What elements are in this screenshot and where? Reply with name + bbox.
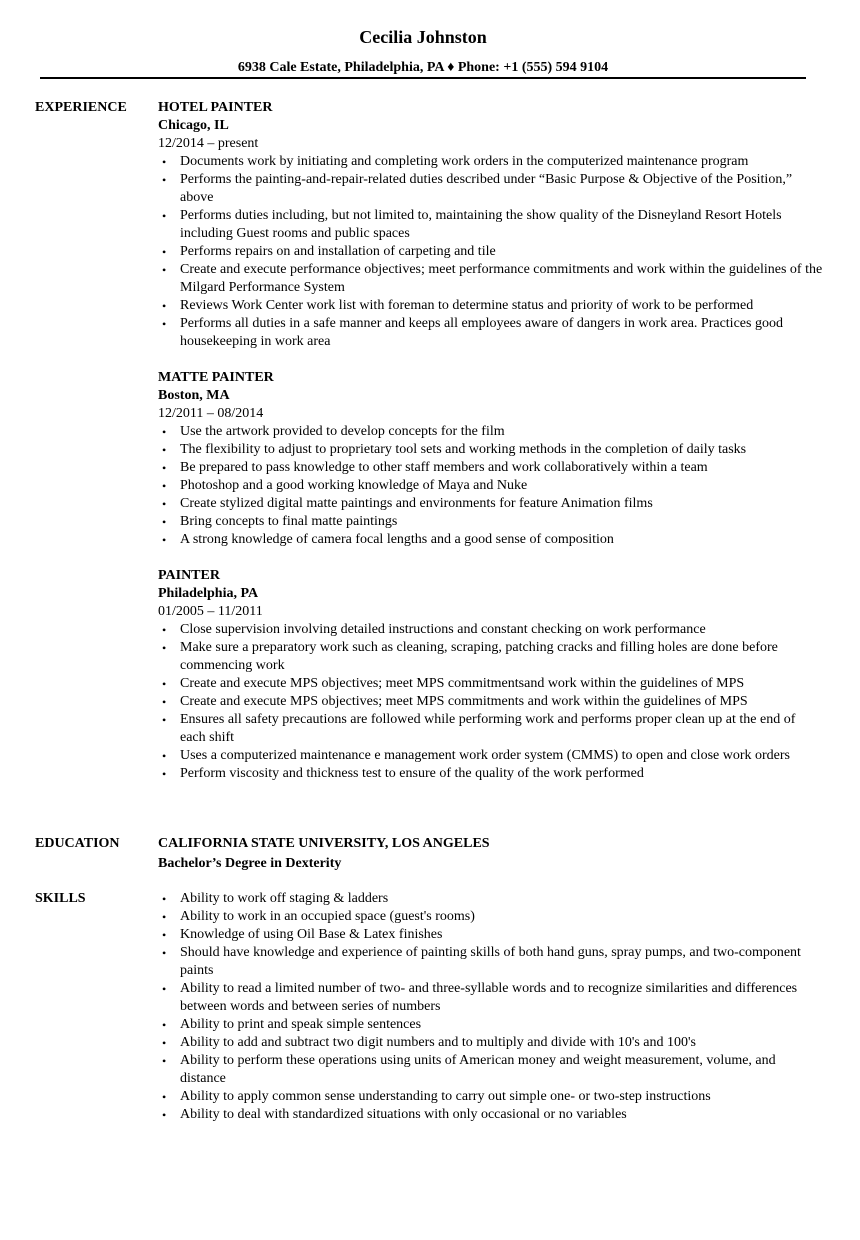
bullet-item [158,747,823,765]
job-entry [158,99,823,351]
bullet-text: Create and execute performance objectives; meet performance commitments and work within the guidelines of the Milgard Performance System [180,262,823,295]
bullet-text: Documents work by initiating and completing work orders in the computerized maintenance program [180,154,749,169]
bullet-text: Photoshop and a good working knowledge of Maya and Nuke [180,478,528,493]
job-dates: 12/2011 – 08/2014 [158,406,264,421]
bullet-icon: • [162,1108,167,1122]
bullet-item [158,153,823,171]
bullet-item [158,765,823,783]
bullet-icon: • [162,317,167,331]
bullet-icon: • [162,641,167,655]
job-title: MATTE PAINTER [158,370,274,385]
bullet-item [158,297,823,315]
skills-entry [158,890,823,1124]
contact-line: 6938 Cale Estate, Philadelphia, PA ♦ Phone: +1 (555) 594 9104 [237,60,609,75]
bullet-icon: • [162,1090,167,1104]
bullet-text: Create stylized digital matte paintings and environments for feature Animation films [180,496,653,511]
job-entry [158,369,823,549]
education-entry [158,835,823,873]
bullet-icon: • [162,713,167,727]
bullet-icon: • [162,515,167,529]
bullet-icon: • [162,533,167,547]
bullet-item [158,890,823,908]
bullet-icon: • [162,461,167,475]
candidate-name: Cecilia Johnston [359,27,487,47]
bullet-icon: • [162,245,167,259]
bullet-text: Be prepared to pass knowledge to other staff members and work collaboratively within a team [180,460,708,475]
bullet-icon: • [162,1018,167,1032]
bullet-text: Performs the painting-and-repair-related duties described under “Basic Purpose & Objective of the Position,” above [180,172,793,205]
bullet-item [158,513,823,531]
job-dates: 01/2005 – 11/2011 [158,604,263,619]
bullet-text: Reviews Work Center work list with foreman to determine status and priority of work to be performed [180,298,754,313]
bullet-item [158,477,823,495]
bullet-icon: • [162,263,167,277]
bullet-icon: • [162,1054,167,1068]
skills-list [158,890,823,1124]
bullet-item [158,693,823,711]
bullet-text: Ability to work in an occupied space (guest's rooms) [180,909,475,924]
bullet-item [158,1034,823,1052]
bullet-text: Should have knowledge and experience of painting skills of both hand guns, spray pumps, and two-component paints [180,945,801,978]
bullet-item [158,944,823,980]
bullet-item [158,1106,823,1124]
bullet-icon: • [162,749,167,763]
job-duties-list [158,423,823,549]
job-dates: 12/2014 – present [158,136,259,151]
bullet-text: Ability to read a limited number of two- and three-syllable words and to recognize similarities and differences between words and between series of numbers [180,981,798,1014]
bullet-item [158,423,823,441]
bullet-item [158,1016,823,1034]
bullet-text: Ability to deal with standardized situations with only occasional or no variables [180,1107,627,1122]
bullet-text: The flexibility to adjust to proprietary tool sets and working methods in the completion of daily tasks [180,442,747,457]
bullet-item [158,908,823,926]
bullet-item [158,621,823,639]
bullet-icon: • [162,425,167,439]
bullet-icon: • [162,299,167,313]
bullet-item [158,1088,823,1106]
bullet-icon: • [162,209,167,223]
bullet-icon: • [162,928,167,942]
bullet-icon: • [162,695,167,709]
experience-list [158,99,823,801]
bullet-icon: • [162,497,167,511]
bullet-text: Performs all duties in a safe manner and keeps all employees aware of dangers in work area. Practices good housekeeping in work area [180,316,783,349]
bullet-icon: • [162,173,167,187]
bullet-text: Bring concepts to final matte paintings [180,514,398,529]
job-duties-list [158,153,823,351]
bullet-text: Uses a computerized maintenance e management work order system (CMMS) to open and close work orders [180,748,790,763]
bullet-item [158,459,823,477]
bullet-icon: • [162,767,167,781]
bullet-item [158,980,823,1016]
job-location: Philadelphia, PA [158,586,259,601]
bullet-item [158,261,823,297]
bullet-text: Perform viscosity and thickness test to ensure of the quality of the work performed [180,766,644,781]
bullet-text: Ensures all safety precautions are followed while performing work and performs proper clean up at the end of each shift [180,712,796,745]
bullet-text: Performs repairs on and installation of carpeting and tile [180,244,496,259]
job-title: HOTEL PAINTER [158,100,273,115]
bullet-item [158,207,823,243]
bullet-text: Ability to work off staging & ladders [180,891,389,906]
bullet-text: Ability to print and speak simple sentences [180,1017,422,1032]
section-label-skills: SKILLS [35,891,86,906]
bullet-item [158,675,823,693]
bullet-item [158,441,823,459]
job-duties-list [158,621,823,783]
job-entry [158,567,823,783]
bullet-text: Make sure a preparatory work such as cleaning, scraping, patching cracks and filling holes are done before commencing work [180,640,778,673]
bullet-icon: • [162,982,167,996]
bullet-item [158,495,823,513]
bullet-text: Performs duties including, but not limited to, maintaining the show quality of the Disneyland Resort Hotels including Guest rooms and public spaces [180,208,782,241]
bullet-item [158,639,823,675]
bullet-item [158,243,823,261]
bullet-icon: • [162,479,167,493]
bullet-text: Use the artwork provided to develop concepts for the film [180,424,505,439]
bullet-icon: • [162,910,167,924]
bullet-text: Create and execute MPS objectives; meet MPS commitmentsand work within the guidelines of MPS [180,676,745,691]
bullet-icon: • [162,892,167,906]
bullet-text: Knowledge of using Oil Base & Latex finishes [180,927,443,942]
job-title: PAINTER [158,568,220,583]
degree-name: Bachelor’s Degree in Dexterity [158,856,342,871]
bullet-item [158,711,823,747]
job-location: Boston, MA [158,388,230,403]
section-label-education: EDUCATION [35,836,120,851]
bullet-item [158,315,823,351]
bullet-item [158,171,823,207]
bullet-icon: • [162,443,167,457]
bullet-icon: • [162,155,167,169]
bullet-text: A strong knowledge of camera focal lengths and a good sense of composition [180,532,614,547]
bullet-text: Ability to add and subtract two digit numbers and to multiply and divide with 10's and 100's [180,1035,696,1050]
bullet-text: Ability to perform these operations using units of American money and weight measurement, volume, and distance [180,1053,776,1086]
bullet-icon: • [162,623,167,637]
bullet-text: Close supervision involving detailed instructions and constant checking on work performance [180,622,706,637]
header-divider [40,77,806,79]
bullet-text: Ability to apply common sense understanding to carry out simple one- or two-step instructions [180,1089,711,1104]
section-label-experience: EXPERIENCE [35,100,127,115]
bullet-icon: • [162,1036,167,1050]
bullet-icon: • [162,677,167,691]
bullet-item [158,926,823,944]
school-name: CALIFORNIA STATE UNIVERSITY, LOS ANGELES [158,836,490,851]
bullet-item [158,531,823,549]
bullet-icon: • [162,946,167,960]
job-location: Chicago, IL [158,118,229,133]
bullet-item [158,1052,823,1088]
bullet-text: Create and execute MPS objectives; meet MPS commitments and work within the guidelines of MPS [180,694,748,709]
